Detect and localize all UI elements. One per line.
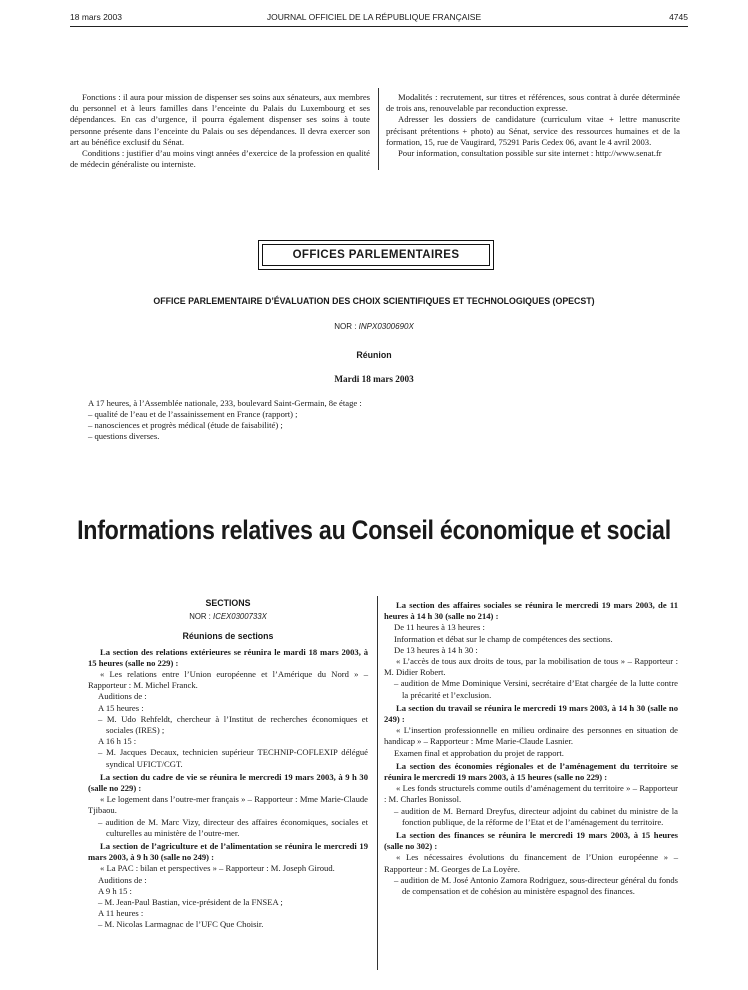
ces-title: Informations relatives au Conseil économique et social bbox=[77, 515, 671, 545]
sections-title: SECTIONS bbox=[205, 598, 251, 608]
nor-label: NOR : bbox=[189, 612, 211, 622]
section-text: De 11 heures à 13 heures : bbox=[394, 622, 485, 633]
sections-column-left bbox=[88, 598, 368, 931]
section-heading: La section du travail se réunira le mercredi 19 mars 2003, à 14 h 30 (salle no 249) : bbox=[384, 702, 678, 725]
section-text: – M. Udo Rehfeldt, chercheur à l’Institut de recherches économiques et sociales (IRES) ; bbox=[98, 713, 368, 736]
header-page-number: 4745 bbox=[669, 12, 688, 22]
section-text: « La PAC : bilan et perspectives » – Rapporteur : M. Joseph Giroud. bbox=[100, 863, 335, 874]
section-heading: La section du cadre de vie se réunira le mercredi 19 mars 2003, à 9 h 30 (salle no 229) : bbox=[88, 771, 368, 794]
section-text: – audition de M. Marc Vizy, directeur des affaires économiques, sociales et culturelles au ministère de l’outre-mer. bbox=[98, 816, 368, 838]
office-nor bbox=[0, 322, 748, 331]
section-text: « Le logement dans l’outre-mer français » – Rapporteur : Mme Marie-Claude Tjibaou. bbox=[88, 794, 368, 816]
agenda-item: – qualité de l’eau et de l’assainissement en France (rapport) ; bbox=[88, 409, 298, 419]
section-text: « Les nécessaires évolutions du financement de l’Union européenne » – Rapporteur : M. Georges de La Loyère. bbox=[384, 852, 678, 874]
office-subtitle: OFFICE PARLEMENTAIRE D’ÉVALUATION DES CHOIX SCIENTIFIQUES ET TECHNOLOGIQUES (OPECST) bbox=[153, 296, 595, 306]
section-heading: La section des affaires sociales se réunira le mercredi 19 mars 2003, de 11 heures à 14 h 30 (salle no 214) : bbox=[384, 600, 678, 622]
section-text: – audition de Mme Dominique Versini, secrétaire d’Etat chargée de la lutte contre la précarité et l’exclusion. bbox=[394, 678, 678, 700]
paragraph-conditions: Conditions : justifier d’au moins vingt années d’exercice de la profession en qualité de médecin généraliste ou interniste. bbox=[70, 148, 370, 170]
offices-title-box bbox=[258, 240, 494, 270]
header-journal-title: JOURNAL OFFICIEL DE LA RÉPUBLIQUE FRANÇAISE bbox=[266, 12, 482, 22]
section-text: A 9 h 15 : bbox=[98, 885, 132, 896]
section-text: « L’insertion professionnelle en milieu ordinaire des personnes en situation de handicap » – Rapporteur : Mme Marie-Claude Lasnier. bbox=[384, 725, 678, 747]
section-text: Auditions de : bbox=[98, 874, 147, 885]
nor-label: NOR : bbox=[334, 322, 357, 331]
section-text: Information et débat sur le champ de compétences des sections. bbox=[394, 633, 613, 644]
section-text: – M. Jacques Decaux, technicien supérieur TECHNIP-COFLEXIP délégué syndical UFICT/CGT. bbox=[98, 747, 368, 769]
section-heading: La section des relations extérieures se réunira le mardi 18 mars 2003, à 15 heures (salle no 229) : bbox=[88, 646, 368, 668]
paragraph-fonctions: Fonctions : il aura pour mission de dispenser ses soins aux sénateurs, aux membres du personnel et à leurs familles dans l’enceinte du Palais du Luxembourg et ses dépendances. En cas d’urgence, il pourra également dispenser ses soins à toute personne présente dans l’enceinte du Palais ou ses dépendances. Il devra exercer son art au bénéfice exclusif du Sénat. bbox=[70, 92, 370, 147]
paragraph-dossiers: Adresser les dossiers de candidature (curriculum vitae + lettre manuscrite précisant prétentions + photo) au Sénat, service des ressources humaines et de la formation, 15, rue de Vaugirard, 75291 Paris Cedex 06, avant le 4 avril 2003. bbox=[386, 114, 680, 147]
agenda-item: – nanosciences et progrès médical (étude de faisabilité) ; bbox=[88, 420, 283, 430]
section-text: A 11 heures : bbox=[98, 908, 144, 919]
section-text: – M. Jean-Paul Bastian, vice-président de la FNSEA ; bbox=[98, 897, 283, 908]
sections-column-right bbox=[384, 598, 678, 897]
office-reunion-date: Mardi 18 mars 2003 bbox=[334, 374, 414, 384]
office-agenda bbox=[88, 398, 608, 442]
section-text: Auditions de : bbox=[98, 691, 147, 702]
reunions-title: Réunions de sections bbox=[182, 631, 274, 642]
office-reunion-title: Réunion bbox=[356, 350, 392, 360]
section-heading: La section des finances se réunira le mercredi 19 mars 2003, à 15 heures (salle no 302) : bbox=[384, 830, 678, 852]
paragraph-modalites: Modalités : recrutement, sur titres et références, sous contrat à durée déterminée de trois ans, renouvelable par reconduction expresse. bbox=[386, 92, 680, 114]
left-column-body bbox=[88, 647, 368, 931]
nor-code: ICEX0300733X bbox=[213, 612, 267, 622]
top-left-column bbox=[70, 92, 370, 170]
section-text: Examen final et approbation du projet de rapport. bbox=[394, 747, 564, 758]
top-right-column bbox=[386, 92, 680, 159]
section-text: A 15 heures : bbox=[98, 702, 144, 713]
nor-code: INPX0300690X bbox=[358, 322, 414, 331]
header-date: 18 mars 2003 bbox=[70, 12, 122, 22]
column-divider bbox=[378, 88, 379, 170]
section-heading: La section des économies régionales et de l’aménagement du territoire se réunira le mercredi 19 mars 2003, à 15 heures (salle no 229) : bbox=[384, 760, 678, 783]
section-text: De 13 heures à 14 h 30 : bbox=[394, 644, 478, 655]
agenda-item: – questions diverses. bbox=[88, 431, 160, 441]
sections-nor bbox=[88, 611, 368, 622]
section-text: « Les fonds structurels comme outils d’aménagement du territoire » – Rapporteur : M. Charles Bonissol. bbox=[384, 783, 678, 805]
column-divider bbox=[377, 596, 378, 970]
header-rule bbox=[70, 26, 688, 27]
offices-title: OFFICES PARLEMENTAIRES bbox=[262, 244, 490, 266]
right-column-body bbox=[384, 600, 678, 897]
section-text: A 16 h 15 : bbox=[98, 736, 137, 747]
section-text: « L’accès de tous aux droits de tous, par la mobilisation de tous » – Rapporteur : M. Didier Robert. bbox=[384, 656, 678, 678]
section-heading: La section de l’agriculture et de l’alimentation se réunira le mercredi 19 mars 2003, à 9 h 30 (salle no 249) : bbox=[88, 841, 368, 863]
section-text: – audition de M. José Antonio Zamora Rodriguez, sous-directeur général du fonds de compensation et de cohésion au ministère espagnol des finances. bbox=[394, 874, 678, 897]
section-text: « Les relations entre l’Union européenne et l’Amérique du Nord » – Rapporteur : M. Michel Franck. bbox=[88, 669, 368, 691]
agenda-item: A 17 heures, à l’Assemblée nationale, 233, boulevard Saint-Germain, 8e étage : bbox=[88, 398, 362, 408]
section-text: – M. Nicolas Larmagnac de l’UFC Que Choisir. bbox=[98, 919, 264, 930]
paragraph-information: Pour information, consultation possible sur site internet : http://www.senat.fr bbox=[398, 148, 662, 159]
section-text: – audition de M. Bernard Dreyfus, directeur adjoint du cabinet du ministre de la fonction publique, de la réforme de l’Etat et de l’aménagement du territoire. bbox=[394, 805, 678, 827]
